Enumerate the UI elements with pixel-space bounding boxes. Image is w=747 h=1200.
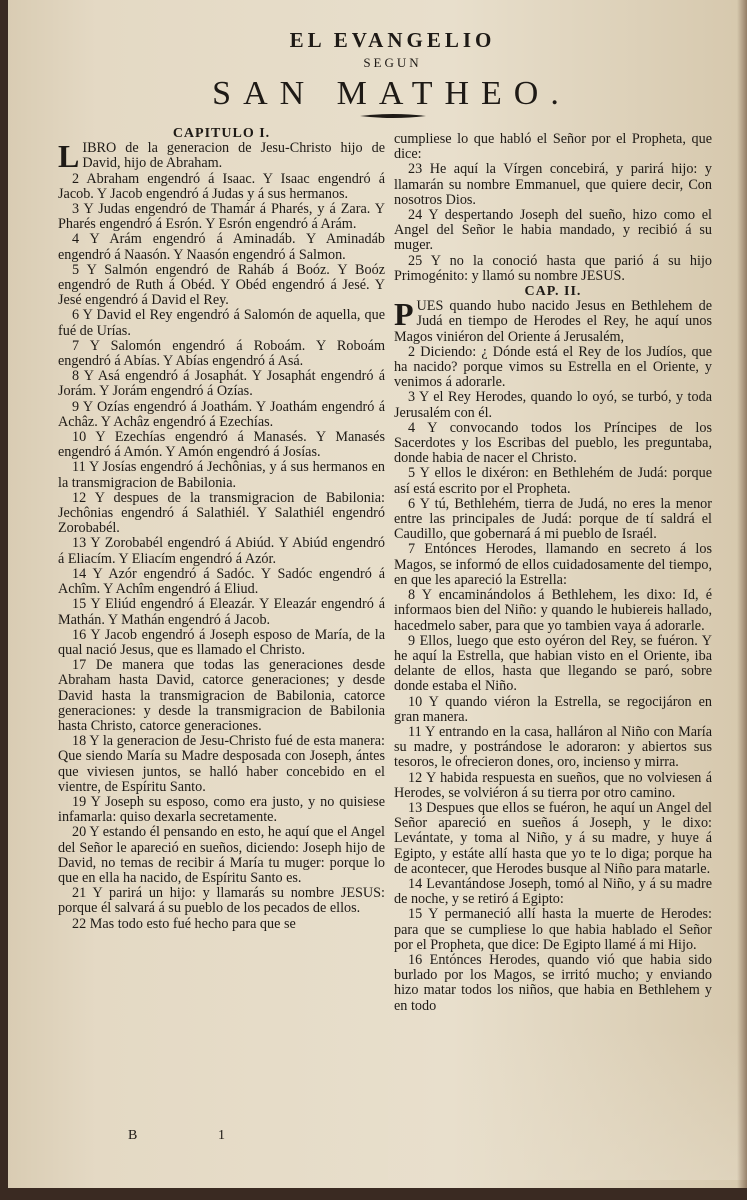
left-verse-list — [58, 172, 385, 932]
left-column — [58, 126, 385, 1136]
signature-mark: B — [128, 1128, 138, 1143]
right-column — [394, 132, 712, 1142]
verse: 15 Y Eliúd engendró á Eleazár. Y Eleazár engendró á Mathán. Y Mathán engendró á Jacob. — [58, 596, 385, 628]
drop-cap: L — [58, 138, 80, 175]
verse: 16 Y Jacob engendró á Joseph esposo de María, de la qual nació Jesus, que es llamado el Christo. — [58, 626, 385, 658]
opening-text: de la generacion de Jesu-Christo hijo de David, hijo de Abraham. — [82, 140, 385, 172]
verse: 13 Despues que ellos se fuéron, he aquí un Angel del Señor apareció en sueños á Joseph, y le dixo: Levántate, y toma al Niño, y á su madre, y huye á Egipto, y estáte allí hasta que yo te lo diga; porque ha de acontecer, que Herodes busque al Niño para matarle. — [394, 799, 712, 877]
verse: 7 Entónces Herodes, llamando en secreto á los Magos, se informó de ellos cuidadosamente del tiempo, en que les apareció la Estrella: — [394, 541, 712, 588]
verse: 6 Y tú, Bethlehém, tierra de Judá, no eres la menor entre las principales de Judá: porque de tí saldrá el Caudillo, que gobernará á mi pueblo de Israél. — [394, 495, 712, 543]
verse: 9 Y Ozías engendró á Joathám. Y Joathám engendró á Achâz. Y Achâz engendró á Ezechías. — [58, 398, 385, 430]
verse: 10 Y Ezechías engendró á Manasés. Y Manasés engendró á Amón. Y Amón engendró á Josías. — [58, 429, 385, 461]
verse: 2 Diciendo: ¿ Dónde está el Rey de los Judíos, que ha nacido? porque vimos su Estrella en el Oriente, y venimos á adorarle. — [394, 343, 712, 391]
verse: 8 Y Asá engendró á Josaphát. Y Josaphát engendró á Jorám. Y Jorám engendró á Ozías. — [58, 368, 385, 400]
verse: 17 De manera que todas las generaciones desde Abraham hasta David, catorce generaciones; y desde David hasta la transmigracion de Babilonia, catorce generaciones: y desde la transmigracion de Babilonia hasta Christo, catorce generaciones. — [58, 657, 385, 734]
header-title-line2: SEGUN — [363, 55, 422, 70]
verse: 8 Y encaminándolos á Bethlehem, les dixo: Id, é informaos bien del Niño: y quando le hubiereis hallado, hacedmelo saber, para que yo tambien vaya á adorarle. — [394, 587, 712, 634]
page-number: 1 — [218, 1128, 225, 1143]
verse: 3 Y el Rey Herodes, quando lo oyó, se turbó, y toda Jerusalém con él. — [394, 389, 712, 421]
verse: 4 Y convocando todos los Príncipes de los Sacerdotes y los Escribas del pueblo, les preguntaba, donde habia de nacer el Christo. — [394, 419, 712, 467]
opening-verse-2 — [394, 296, 712, 345]
ornament-divider — [360, 113, 426, 119]
right-verse-list-a — [394, 132, 712, 284]
verse: 4 Y Arám engendró á Aminadáb. Y Aminadáb engendró á Naasón. Y Naasón engendró á Salmon. — [58, 231, 385, 263]
verse: 9 Ellos, luego que esto oyéron del Rey, se fuéron. Y he aquí la Estrella, que habian visto en el Oriente, iba delante de ellos, hasta que llegando se paró, sobre donde estaba el Niño. — [394, 632, 712, 695]
verse: 11 Y entrando en la casa, halláron al Niño con María su madre, y postrándose le adoraron: y abiertos sus tesoros, le ofrecieron dones, oro, incienso y mirra. — [394, 723, 712, 771]
verse: 16 Entónces Herodes, quando vió que habia sido burlado por los Magos, se irritó mucho; y enviando hizo matar todos los niños, que habia en Bethlehem y en todo — [394, 951, 712, 1014]
verse: 24 Y despertando Joseph del sueño, hizo como el Angel del Señor le habia mandado, y recibió á su muger. — [394, 207, 712, 254]
verse: 5 Y Salmón engendró de Raháb á Boóz. Y Boóz engendró de Ruth á Obéd. Y Obéd engendró á Jesé. Y Jesé engendró á David el Rey. — [58, 261, 385, 309]
verse: 19 Y Joseph su esposo, como era justo, y no quisiese infamarla: quiso dexarla secretamente. — [58, 793, 385, 826]
page-header — [8, 28, 747, 113]
drop-cap-2: P — [394, 296, 414, 333]
verse: 5 Y ellos le dixéron: en Bethlehém de Judá: porque así está escrito por el Propheta. — [394, 465, 712, 497]
right-verse-list-b — [394, 345, 712, 1014]
chapter-heading-2: CAP. II. — [524, 284, 582, 300]
verse: 12 Y habida respuesta en sueños, que no volviesen á Herodes, se volviéron á su tierra por otro camino. — [394, 769, 712, 801]
header-title-line3: SAN MATHEO. — [212, 75, 571, 112]
opening-verse — [58, 138, 385, 175]
verse: 23 He aquí la Vírgen concebirá, y parirá hijo: y llamarán su nombre Emmanuel, que quiere decir, Con nosotros Dios. — [394, 161, 712, 208]
verse: 6 Y David el Rey engendró á Salomón de aquella, que fué de Urías. — [58, 307, 385, 339]
verse: 13 Y Zorobabél engendró á Abiúd. Y Abiúd engendró á Eliacím. Y Eliacím engendró á Azór. — [58, 535, 385, 567]
opening-word-2: UES — [416, 298, 444, 315]
verse: 3 Y Judas engendró de Thamár á Pharés, y á Zara. Y Pharés engendró á Esrón. Y Esrón engendró á Arám. — [58, 201, 385, 233]
verse: 18 Y la generacion de Jesu-Christo fué de esta manera: Que siendo María su Madre desposada con Joseph, ántes que viviesen juntos, se halló haber concebido en el vientre, de Espíritu Santo. — [58, 733, 385, 795]
verse: 14 Y Azór engendró á Sadóc. Y Sadóc engendró á Achîm. Y Achîm engendró á Eliud. — [58, 565, 385, 598]
verse: 25 Y no la conoció hasta que parió á su hijo Primogénito: y llamó su nombre JESUS. — [394, 252, 712, 284]
verse: 10 Y quando viéron la Estrella, se regocijáron en gran manera. — [394, 693, 712, 725]
verse: 14 Levantándose Joseph, tomó al Niño, y á su madre de noche, y se retiró á Egipto: — [394, 875, 712, 908]
chapter-heading: CAPITULO I. — [172, 126, 271, 141]
verse: 11 Y Josías engendró á Jechônias, y á sus hermanos en la transmigracion de Babilonia. — [58, 459, 385, 491]
verse: 12 Y despues de la transmigracion de Babilonia: Jechônias engendró á Salathiél. Y Salathiél engendró Zorobabél. — [58, 489, 385, 537]
verse: 22 Mas todo esto fué hecho para que se — [72, 915, 296, 932]
header-title-line1: EL EVANGELIO — [289, 28, 496, 52]
verse: 21 Y parirá un hijo: y llamarás su nombre JESUS: porque él salvará á su pueblo de los pecados de ellos. — [58, 885, 385, 917]
page-edge-shadow — [737, 0, 747, 1188]
verse: 2 Abraham engendró á Isaac. Y Isaac engendró á Jacob. Y Jacob engendró á Judas y á sus hermanos. — [58, 170, 385, 202]
opening-word: IBRO — [82, 140, 117, 157]
verse: 20 Y estando él pensando en esto, he aquí que el Angel del Señor le apareció en sueños, diciendo: Joseph hijo de David, no temas de recibir á María tu muger: porque lo que en ella ha nacido, de Espíritu Santo es. — [58, 824, 385, 886]
verse: 7 Y Salomón engendró á Roboám. Y Roboám engendró á Abías. Y Abías engendró á Asá. — [58, 337, 385, 370]
opening-text-2: quando hubo nacido Jesus en Bethlehem de Judá en tiempo de Herodes el Rey, he aquí unos Magos viniéron del Oriente á Jerusalém, — [394, 298, 712, 345]
verse: cumpliese lo que habló el Señor por el Propheta, que dice: — [394, 132, 712, 163]
book-page — [8, 0, 747, 1188]
verse: 15 Y permaneció allí hasta la muerte de Herodes: para que se cumpliese lo que habia hablado el Señor por el Propheta, que dice: De Egipto llamé á mi Hijo. — [394, 906, 712, 953]
